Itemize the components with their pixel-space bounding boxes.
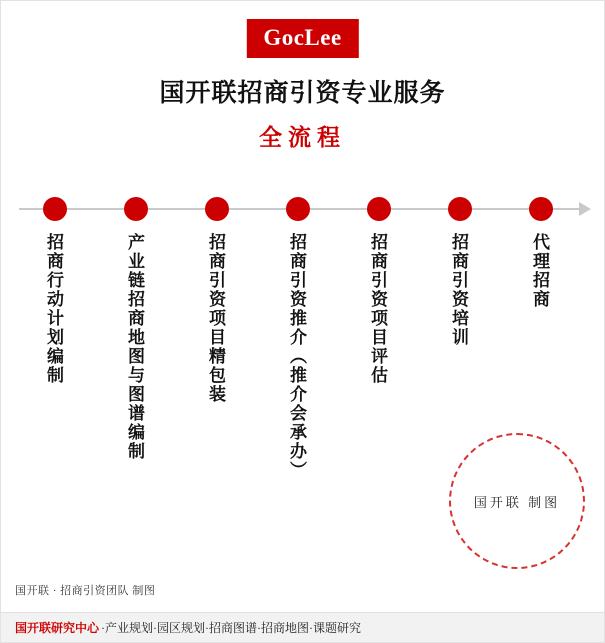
timeline-node xyxy=(124,197,148,221)
footer-brand: 国开联研究中心 xyxy=(15,621,100,635)
footer-items: ·产业规划·园区规划·招商图谱·招商地图·课题研究 xyxy=(101,621,361,635)
step-label: 招商引资项目评估 xyxy=(368,233,387,385)
timeline-node xyxy=(205,197,229,221)
timeline-node xyxy=(286,197,310,221)
page-subtitle: 全流程 xyxy=(259,125,346,150)
timeline xyxy=(19,197,589,223)
timeline-node xyxy=(448,197,472,221)
step-label: 招商引资推介（推介会承办） xyxy=(287,233,306,480)
footer-bar xyxy=(1,612,604,642)
stamp-label: 国开联 制图 xyxy=(473,494,561,510)
timeline-node xyxy=(529,197,553,221)
footer-credit: 国开联 · 招商引资团队 制图 xyxy=(15,585,156,597)
step-label: 招商行动计划编制 xyxy=(44,233,63,385)
step-label: 招商引资培训 xyxy=(449,233,468,347)
step-label: 产业链招商地图与图谱编制 xyxy=(125,233,144,461)
timeline-arrow-icon xyxy=(579,202,591,216)
goclee-logo: GocLee xyxy=(246,19,358,58)
watermark-stamp xyxy=(449,433,585,569)
step-label: 代理招商 xyxy=(530,233,549,309)
timeline-node xyxy=(43,197,67,221)
page-title: 国开联招商引资专业服务 xyxy=(159,80,446,107)
timeline-node xyxy=(367,197,391,221)
step-label: 招商引资项目精包装 xyxy=(206,233,225,404)
